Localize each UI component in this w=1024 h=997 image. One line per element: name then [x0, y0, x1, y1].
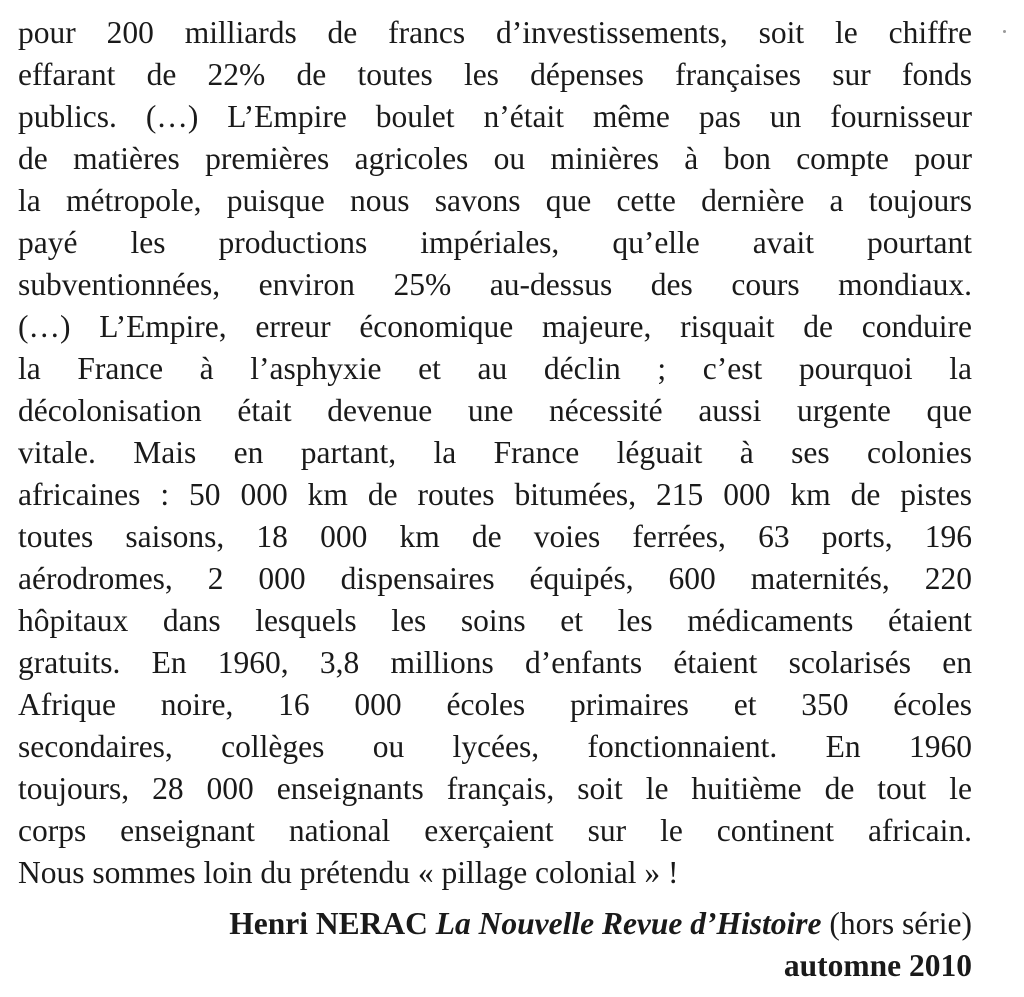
text-line-last: Nous sommes loin du prétendu « pillage colonial » ! — [18, 855, 679, 890]
text-line: Afrique noire, 16 000 écoles primaires et 350 écoles — [18, 687, 972, 722]
journal-title: La Nouvelle Revue d’Histoire — [435, 906, 822, 941]
author-name: Henri NERAC — [229, 906, 428, 941]
text-line: la France à l’asphyxie et au déclin ; c’est pourquoi la — [18, 351, 972, 386]
text-line: effarant de 22% de toutes les dépenses françaises sur fonds — [18, 57, 972, 92]
text-line: secondaires, collèges ou lycées, fonctionnaient. En 1960 — [18, 729, 972, 764]
text-line: toutes saisons, 18 000 km de voies ferrées, 63 ports, 196 — [18, 519, 972, 554]
text-line: toujours, 28 000 enseignants français, soit le huitième de tout le — [18, 771, 972, 806]
text-line: payé les productions impériales, qu’elle avait pourtant — [18, 225, 972, 260]
text-line: gratuits. En 1960, 3,8 millions d’enfants étaient scolarisés en — [18, 645, 972, 680]
text-line: subventionnées, environ 25% au-dessus des cours mondiaux. — [18, 267, 972, 302]
text-line: décolonisation était devenue une nécessité aussi urgente que — [18, 393, 972, 428]
text-line: de matières premières agricoles ou minières à bon compte pour — [18, 141, 972, 176]
text-line: (…) L’Empire, erreur économique majeure, risquait de conduire — [18, 309, 972, 344]
issue-note: (hors série) — [829, 906, 972, 941]
text-line: vitale. Mais en partant, la France léguait à ses colonies — [18, 435, 972, 470]
text-line: hôpitaux dans lesquels les soins et les médicaments étaient — [18, 603, 972, 638]
text-line: aérodromes, 2 000 dispensaires équipés, 600 maternités, 220 — [18, 561, 972, 596]
text-line: la métropole, puisque nous savons que cette dernière a toujours — [18, 183, 972, 218]
publication-date: automne 2010 — [783, 948, 972, 983]
quote-text — [18, 12, 972, 894]
text-line: publics. (…) L’Empire boulet n’était même pas un fournisseur — [18, 99, 972, 134]
scan-speck — [1003, 30, 1006, 33]
text-line: corps enseignant national exerçaient sur le continent africain. — [18, 813, 972, 848]
attribution-source-line — [229, 903, 972, 945]
text-line: africaines : 50 000 km de routes bitumées, 215 000 km de pistes — [18, 477, 972, 512]
attribution — [229, 903, 972, 987]
text-line: pour 200 milliards de francs d’investissements, soit le chiffre — [18, 15, 972, 50]
